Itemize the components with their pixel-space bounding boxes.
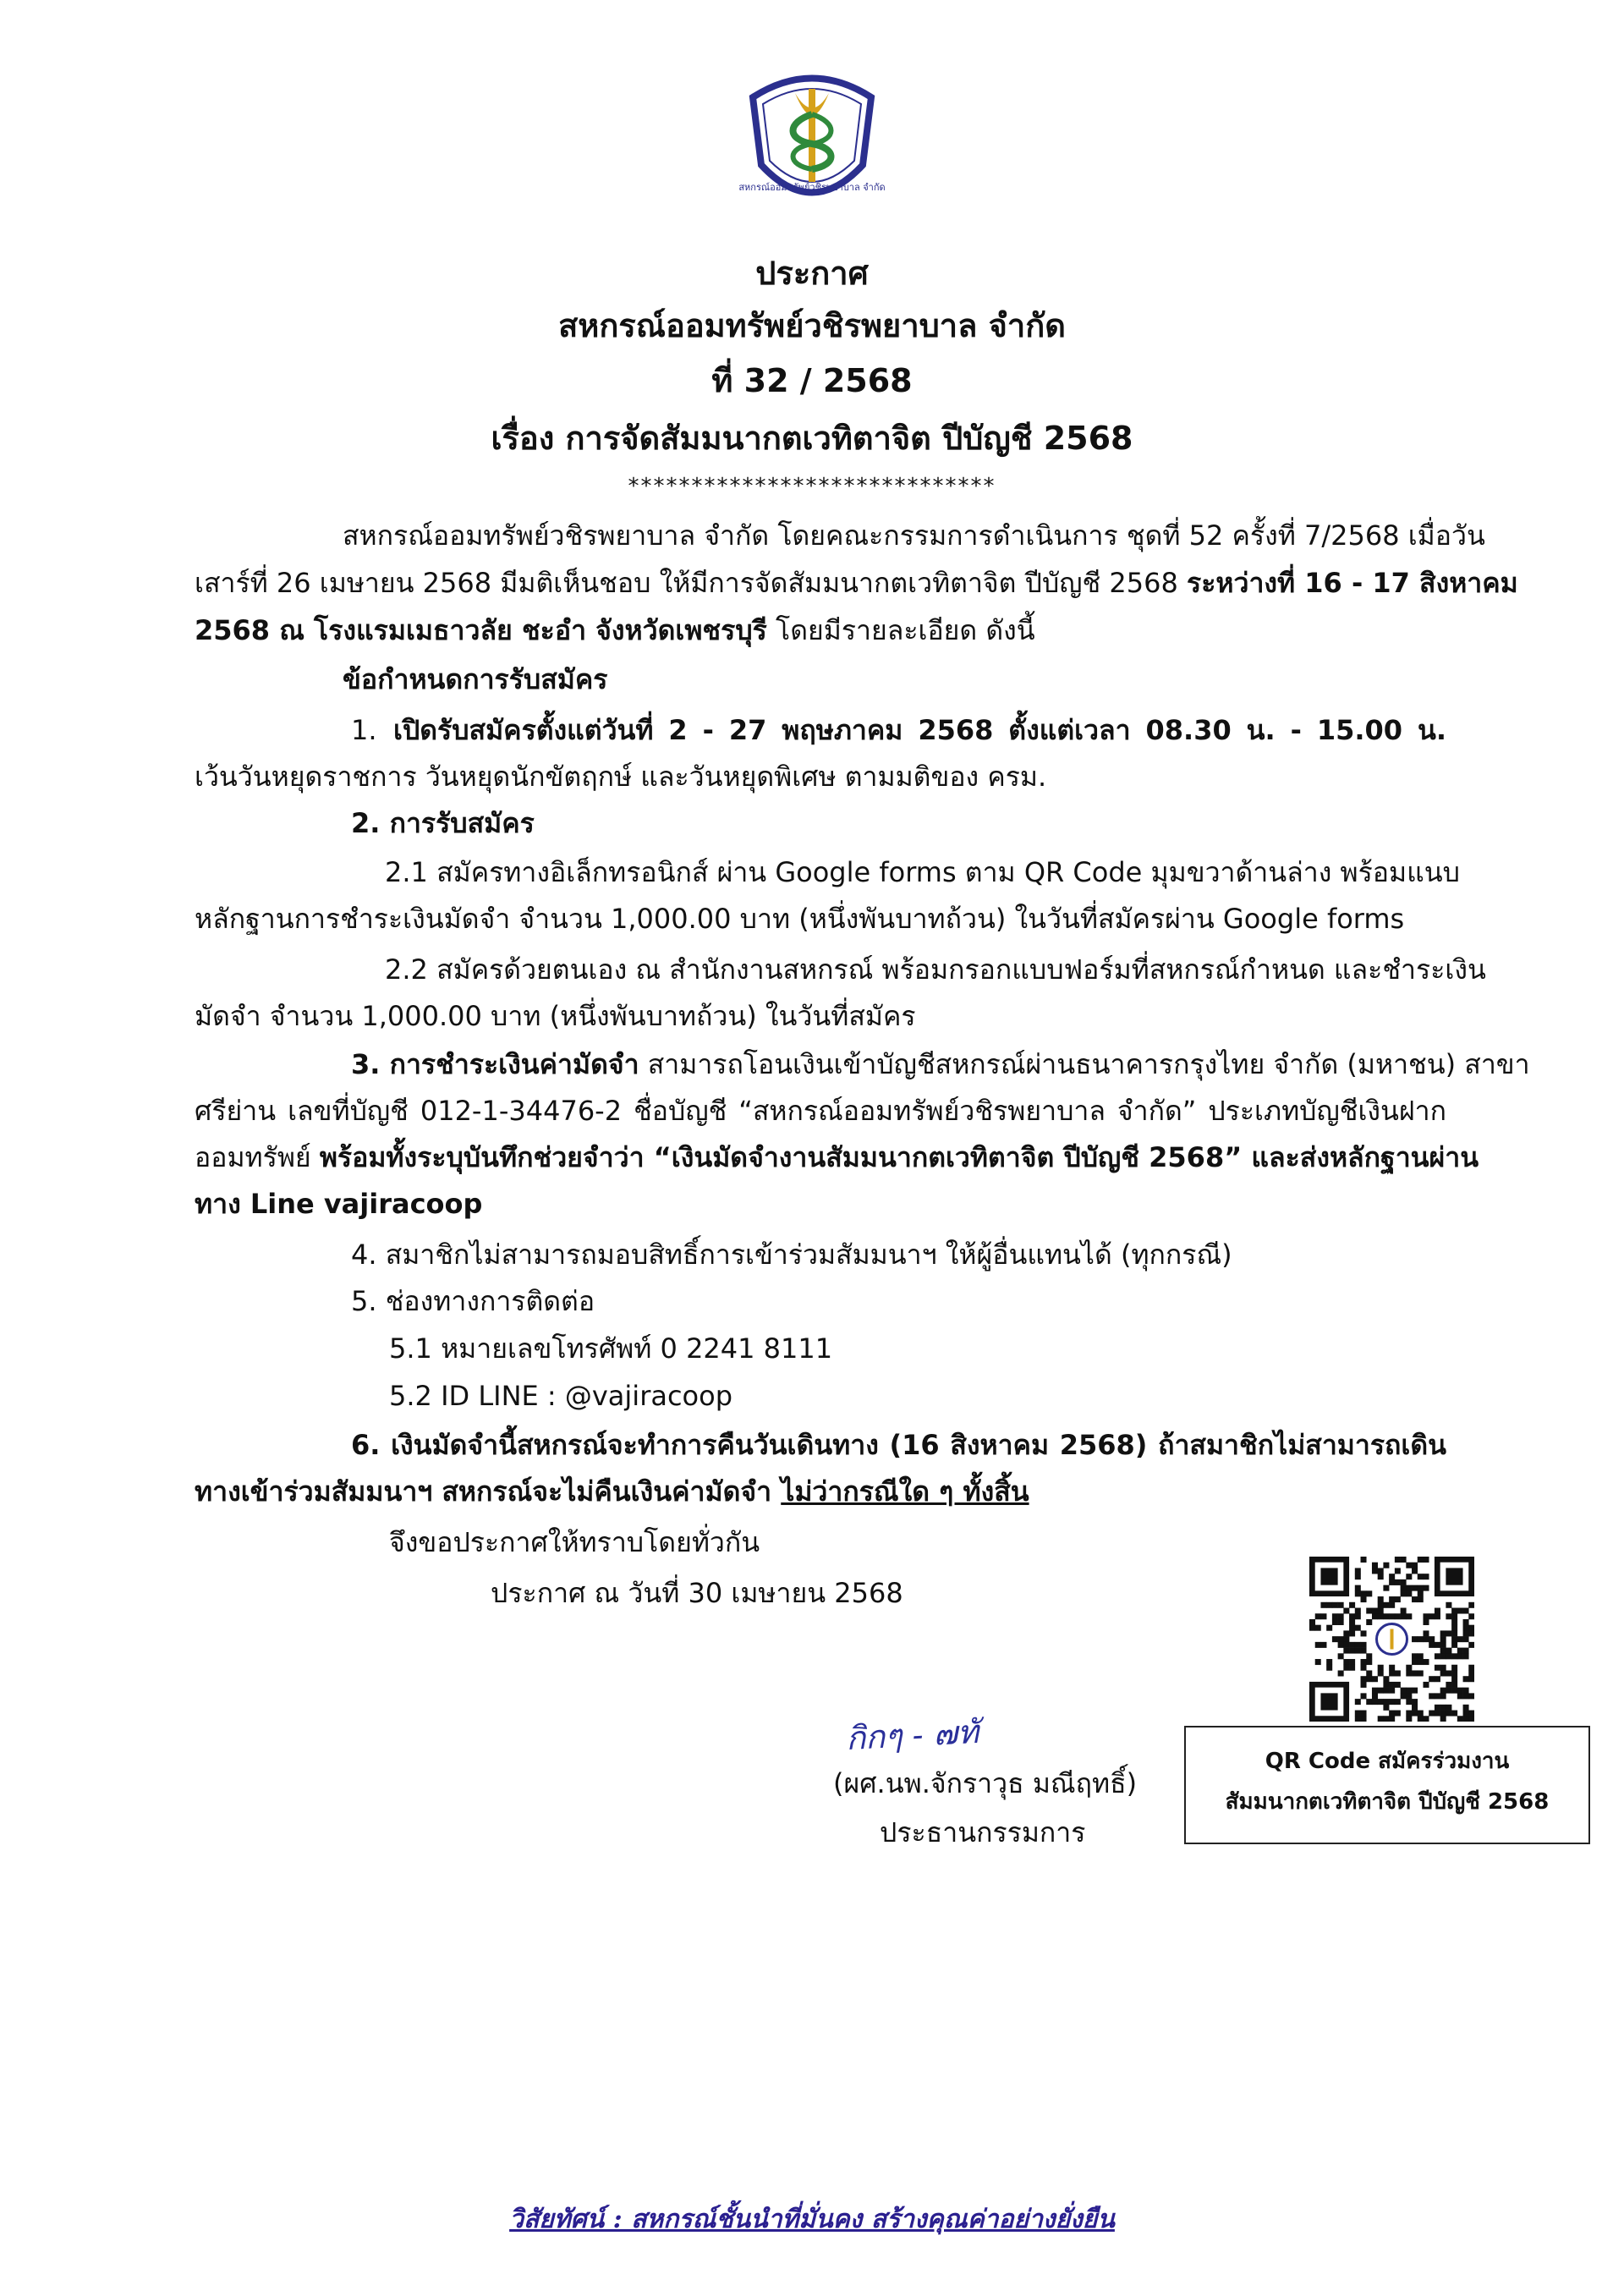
item1-l1-text: เปิดรับสมัครตั้งแต่วันที่ 2 - 27 พฤษภาคม 2568 ตั้งแต่เวลา 08.30 น. - 15.00 น. — [393, 714, 1446, 746]
closing-notice: จึงขอประกาศให้ทราบโดยทั่วกัน — [389, 1526, 760, 1558]
item6-l1-text: 6. เงินมัดจำนี้สหกรณ์จะทำการคืนวันเดินทาง (16 สิงหาคม 2568) ถ้าสมาชิกไม่สามารถเดิน — [351, 1429, 1446, 1461]
logo-text: สหกรณ์ออมทรัพย์วชิรพยาบาล จำกัด — [738, 182, 886, 193]
item2-1-line-2: หลักฐานการชำระเงินมัดจำ จำนวน 1,000.00 บาท (หนึ่งพันบาทถ้วน) ในวันที่สมัครผ่าน Google forms — [195, 903, 1405, 935]
qr-code[interactable] — [1309, 1557, 1474, 1722]
qr-caption-box — [1184, 1726, 1590, 1844]
intro-line-1 — [343, 512, 1485, 559]
item3-line-4: ทาง Line vajiracoop — [195, 1188, 483, 1220]
rules-heading: ข้อกำหนดการรับสมัคร — [343, 663, 608, 695]
item3-heading: 3. การชำระเงินค่ามัดจำ — [351, 1048, 639, 1080]
coop-logo — [736, 63, 888, 216]
signer-name: (ผศ.นพ.จักราวุธ มณีฤทธิ์) — [833, 1767, 1138, 1799]
intro-l1-text: สหกรณ์ออมทรัพย์วชิรพยาบาล จำกัด โดยคณะกรรมการดำเนินการ ชุดที่ 52 ครั้งที่ 7/2568 เมื่อวัน — [343, 519, 1485, 552]
intro-l3b-text: โดยมีรายละเอียด ดังนี้ — [766, 614, 1035, 646]
contact-line-id: 5.2 ID LINE : @vajiracoop — [389, 1380, 733, 1412]
announcement-subject: เรื่อง การจัดสัมมนากตเวทิตาจิต ปีบัญชี 2568 — [491, 420, 1133, 457]
item3-memo: พร้อมทั้งระบุบันทึกช่วยจำว่า “เงินมัดจำงานสัมมนากตเวทิตาจิต ปีบัญชี 2568” และส่งหลักฐานผ่าน — [319, 1141, 1479, 1173]
intro-l2a-text: เสาร์ที่ 26 เมษายน 2568 มีมติเห็นชอบ ให้มีการจัดสัมมนากตเวทิตาจิต ปีบัญชี 2568 — [195, 567, 1188, 599]
qr-caption-line-1: QR Code สมัครร่วมงาน — [1265, 1749, 1510, 1774]
signer-title: ประธานกรรมการ — [880, 1816, 1086, 1848]
item3-line-2 — [195, 1087, 1446, 1134]
announcement-date: ประกาศ ณ วันที่ 30 เมษายน 2568 — [491, 1577, 903, 1609]
intro-venue: 2568 ณ โรงแรมเมธาวลัย ชะอำ จังหวัดเพชรบุรี — [195, 614, 767, 646]
item2-2-line-1 — [385, 946, 1486, 993]
item2-2-l1-text: 2.2 สมัครด้วยตนเอง ณ สำนักงานสหกรณ์ พร้อมกรอกแบบฟอร์มที่สหกรณ์กำหนด และชำระเงิน — [385, 953, 1486, 986]
qr-caption-line-2: สัมมนากตเวทิตาจิต ปีบัญชี 2568 — [1225, 1789, 1550, 1815]
item5-heading: 5. ช่องทางการติดต่อ — [351, 1285, 595, 1317]
item6-line-1 — [351, 1421, 1446, 1469]
intro-line-3 — [195, 607, 1035, 654]
item3-line-1 — [351, 1041, 1530, 1088]
item3-l2-text: ศรีย่าน เลขที่บัญชี 012-1-34476-2 ชื่อบัญชี “สหกรณ์ออมทรัพย์วชิรพยาบาล จำกัด” ประเภทบัญชีเงินฝาก — [195, 1095, 1446, 1127]
signature-scribble: กิกๆ - ๗ทั — [844, 1712, 980, 1758]
item3-l3a-text: ออมทรัพย์ — [195, 1141, 320, 1173]
item6-line-2 — [195, 1468, 1029, 1515]
vision-footer: วิสัยทัศน์ : สหกรณ์ชั้นนำที่มั่นคง สร้างคุณค่าอย่างยั่งยืน — [509, 2205, 1115, 2234]
item6-l2a-text: ทางเข้าร่วมสัมมนาฯ สหกรณ์จะไม่คืนเงินค่ามัดจำ — [195, 1475, 782, 1508]
item1-line-1 — [393, 706, 1446, 754]
announcement-label: ประกาศ — [755, 255, 869, 292]
item2-1-l1-text: 2.1 สมัครทางอิเล็กทรอนิกส์ ผ่าน Google forms ตาม QR Code มุมขวาด้านล่าง พร้อมแนบ — [385, 856, 1460, 888]
coop-name: สหกรณ์ออมทรัพย์วชิรพยาบาล จำกัด — [558, 307, 1066, 344]
item3-l1-text: สามารถโอนเงินเข้าบัญชีสหกรณ์ผ่านธนาคารกรุงไทย จำกัด (มหาชน) สาขา — [639, 1048, 1530, 1080]
announcement-number: ที่ 32 / 2568 — [711, 362, 913, 399]
item4-text: 4. สมาชิกไม่สามารถมอบสิทธิ์การเข้าร่วมสัมมนาฯ ให้ผู้อื่นแทนได้ (ทุกกรณี) — [351, 1239, 1232, 1271]
intro-l2b-text: ระหว่างที่ 16 - 17 สิงหาคม — [1187, 567, 1518, 599]
item2-2-line-2: มัดจำ จำนวน 1,000.00 บาท (หนึ่งพันบาทถ้วน) ในวันที่สมัคร — [195, 1000, 916, 1032]
divider-stars: ***************************** — [628, 474, 996, 499]
item6-no-refund: ไม่ว่ากรณีใด ๆ ทั้งสิ้น — [781, 1475, 1029, 1508]
contact-phone: 5.1 หมายเลขโทรศัพท์ 0 2241 8111 — [389, 1332, 833, 1365]
item2-1-line-1 — [385, 849, 1460, 896]
item2-heading: 2. การรับสมัคร — [351, 807, 535, 839]
item1-line-2: เว้นวันหยุดราชการ วันหยุดนักขัตฤกษ์ และวันหยุดพิเศษ ตามมติของ ครม. — [195, 761, 1047, 793]
item1-number: 1. — [351, 714, 377, 746]
intro-line-2 — [195, 559, 1518, 607]
item3-line-3 — [195, 1134, 1479, 1181]
